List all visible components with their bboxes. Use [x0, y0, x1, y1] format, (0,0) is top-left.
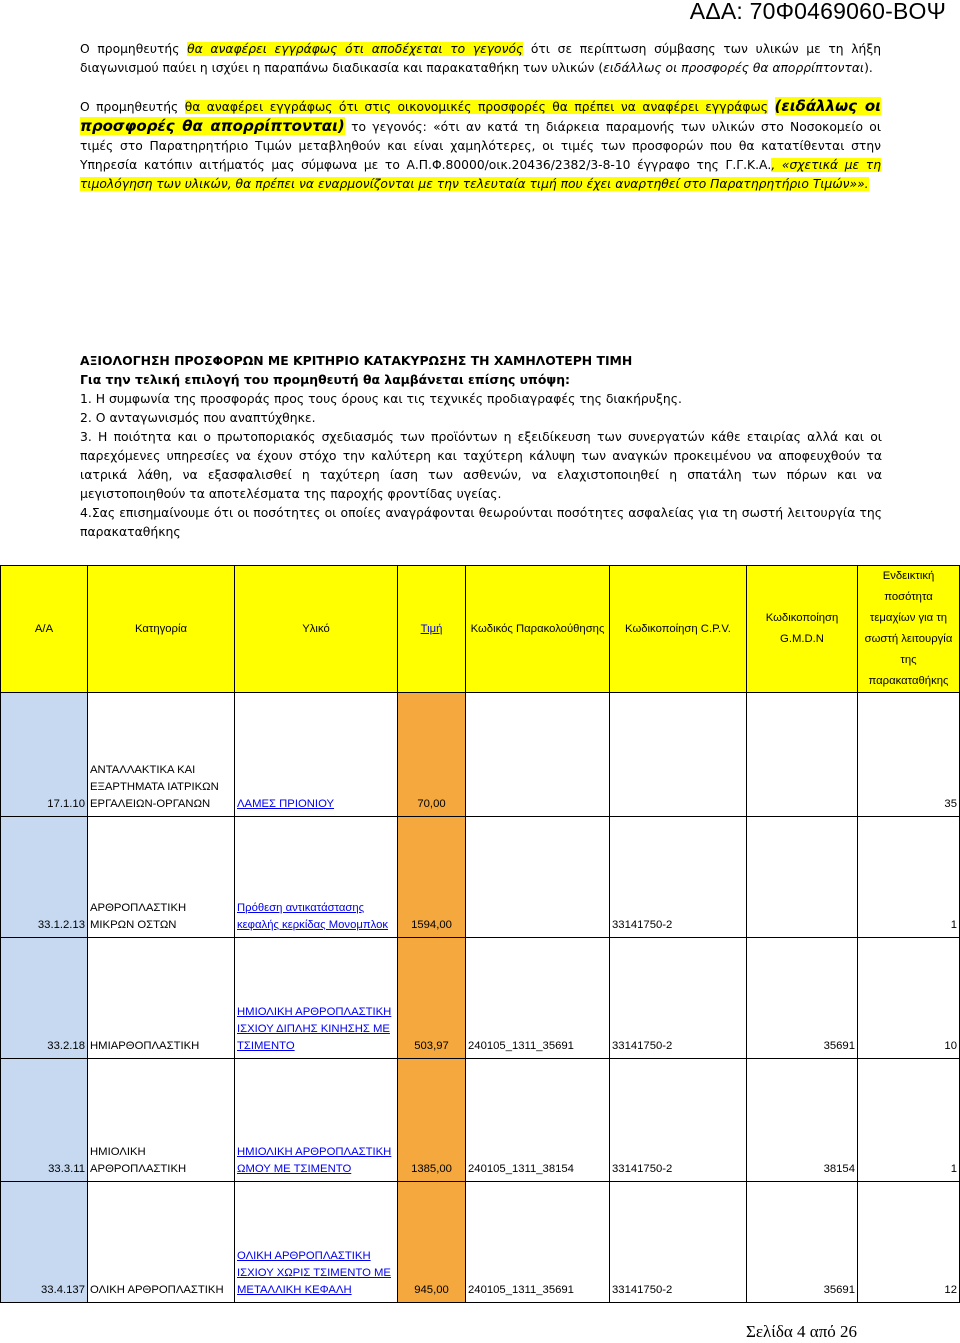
intro-p2-highlight-2: (ειδάλλως οι προσφορές θα απορρίπτονται) — [80, 97, 882, 135]
cell-category: ΗΜΙΟΛΙΚΗ ΑΡΘΡΟΠΛΑΣΤΙΚΗ — [88, 1059, 235, 1182]
evaluation-title: ΑΞΙΟΛΟΓΗΣΗ ΠΡΟΣΦΟΡΩΝ ΜΕ ΚΡΙΤΗΡΙΟ ΚΑΤΑΚΥΡΩΣΗΣ ΤΗ ΧΑΜΗΛΟΤΕΡΗ ΤΙΜΗ — [80, 353, 633, 368]
intro-p2-space — [768, 100, 774, 114]
cell-quantity: 10 — [858, 938, 960, 1059]
cell-material-link[interactable]: ΛΑΜΕΣ ΠΡΙΟΝΙΟΥ — [235, 693, 398, 817]
cell-tracking-code: 240105_1311_35691 — [466, 938, 610, 1059]
cell-quantity: 1 — [858, 817, 960, 938]
table-row — [1, 1182, 960, 1303]
header-quantity: Ενδεικτική ποσότητα τεμαχίων για τη σωστή λειτουργία της παρακαταθήκης — [858, 566, 960, 693]
cell-tracking-code: 240105_1311_35691 — [466, 1182, 610, 1303]
table-row — [1, 817, 960, 938]
intro-p1-c: ). — [864, 61, 873, 75]
evaluation-item-1: 1. Η συμφωνία της προσφοράς προς τους όρους και τις τεχνικές προδιαγραφές της διακήρυξης. — [80, 391, 682, 406]
cell-aa: 17.1.10 — [1, 693, 88, 817]
cell-category: ΟΛΙΚΗ ΑΡΘΡΟΠΛΑΣΤΙΚΗ — [88, 1182, 235, 1303]
cell-price: 70,00 — [398, 693, 466, 817]
intro-p1-highlight: θα αναφέρει εγγράφως ότι αποδέχεται το γεγονός — [187, 42, 524, 56]
evaluation-section — [80, 351, 882, 541]
header-cpv: Κωδικοποίηση C.P.V. — [610, 566, 747, 693]
cell-material-link[interactable]: ΗΜΙΟΛΙΚΗ ΑΡΘΡΟΠΛΑΣΤΙΚΗ ΩΜΟΥ ΜΕ ΤΣΙΜΕΝΤΟ — [235, 1059, 398, 1182]
cell-gmdn: 35691 — [747, 1182, 858, 1303]
table-row — [1, 938, 960, 1059]
cell-aa: 33.2.18 — [1, 938, 88, 1059]
cell-price: 503,97 — [398, 938, 466, 1059]
cell-price: 1594,00 — [398, 817, 466, 938]
cell-aa: 33.4.137 — [1, 1182, 88, 1303]
header-price[interactable]: Τιμή — [398, 566, 466, 693]
cell-cpv — [610, 693, 747, 817]
cell-quantity: 12 — [858, 1182, 960, 1303]
cell-category: ΑΡΘΡΟΠΛΑΣΤΙΚΗ ΜΙΚΡΩΝ ΟΣΤΩΝ — [88, 817, 235, 938]
cell-cpv: 33141750-2 — [610, 938, 747, 1059]
evaluation-subtitle: Για την τελική επιλογή του προμηθευτή θα λαμβάνεται επίσης υπόψη: — [80, 372, 570, 387]
cell-quantity: 35 — [858, 693, 960, 817]
footer-total-pages: 26 — [840, 1322, 858, 1341]
page-footer — [746, 1322, 857, 1342]
intro-paragraph-2 — [80, 97, 881, 194]
intro-p2-highlight-3: , «σχετικά με τη τιμολόγηση των υλικών, θα πρέπει να εναρμονίζονται με την τελευταία τιμή που έχει αναρτηθεί στο Παρατηρητήριο Τιμών»». — [80, 158, 882, 191]
cell-category: ΑΝΤΑΛΛΑΚΤΙΚΑ ΚΑΙ ΕΞΑΡΤΗΜΑΤΑ ΙΑΤΡΙΚΩΝ ΕΡΓΑΛΕΙΩΝ-ΟΡΓΑΝΩΝ — [88, 693, 235, 817]
materials-table — [0, 565, 960, 1303]
evaluation-item-4: 4.Σας επισημαίνουμε ότι οι ποσότητες οι οποίες αναγράφονται θεωρούνται ποσότητες ασφαλείας για τη σωστή λειτουργία της παρακαταθήκης — [80, 505, 882, 539]
cell-cpv: 33141750-2 — [610, 817, 747, 938]
table-header-row — [1, 566, 960, 693]
cell-price: 945,00 — [398, 1182, 466, 1303]
header-aa: Α/Α — [1, 566, 88, 693]
intro-p1-italic: ειδάλλως οι προσφορές θα απορρίπτονται — [603, 61, 865, 75]
evaluation-item-3: 3. Η ποιότητα και ο πρωτοποριακός σχεδιασμός των προϊόντων η εξειδίκευση των συνεργατών κάθε εταιρίας αλλά και οι παρεχόμενες υπηρεσίες να έχουν στόχο την καλύτερη και ταχύτερη κάλυψη των αναγκών προκειμένου να αποφευχθούν τα ιατρικά λάθη, να εξασφαλισθεί η ταχύτερη ίαση των ασθενών, να ελαχιστοποιηθεί η σπατάλη των πόρων και να μεγιστοποιηθούν τα αποτελέσματα της παροχής φροντίδας υγείας. — [80, 429, 882, 501]
intro-p2-a: Ο προμηθευτής — [80, 100, 185, 114]
cell-quantity: 1 — [858, 1059, 960, 1182]
cell-gmdn: 38154 — [747, 1059, 858, 1182]
header-material: Υλικό — [235, 566, 398, 693]
footer-page-label: Σελίδα — [746, 1322, 793, 1341]
header-gmdn: Κωδικοποίηση G.M.D.N — [747, 566, 858, 693]
ada-code: ΑΔΑ: 70Φ0469060-ΒΟΨ — [689, 0, 946, 24]
header-tracking-code: Κωδικός Παρακολούθησης — [466, 566, 610, 693]
cell-aa: 33.3.11 — [1, 1059, 88, 1182]
cell-gmdn — [747, 817, 858, 938]
header-category: Κατηγορία — [88, 566, 235, 693]
cell-tracking-code: 240105_1311_38154 — [466, 1059, 610, 1182]
cell-cpv: 33141750-2 — [610, 1182, 747, 1303]
cell-category: ΗΜΙΑΡΘΟΠΛΑΣΤΙΚΗ — [88, 938, 235, 1059]
cell-material-link[interactable]: ΗΜΙΟΛΙΚΗ ΑΡΘΡΟΠΛΑΣΤΙΚΗ ΙΣΧΙΟΥ ΔΙΠΛΗΣ ΚΙΝΗΣΗΣ ΜΕ ΤΣΙΜΕΝΤΟ — [235, 938, 398, 1059]
intro-p1-a: Ο προμηθευτής — [80, 42, 188, 56]
cell-material-link[interactable]: Πρόθεση αντικατάστασης κεφαλής κερκίδας Μονομπλοκ — [235, 817, 398, 938]
cell-aa: 33.1.2.13 — [1, 817, 88, 938]
evaluation-item-2: 2. Ο ανταγωνισμός που αναπτύχθηκε. — [80, 410, 316, 425]
cell-cpv: 33141750-2 — [610, 1059, 747, 1182]
intro-p2-b: το γεγονός: «ότι αν κατά τη διάρκεια παραμονής των υλικών στο Νοσοκομείο οι τιμές στο Παρατηρητήριο Τιμών μεταβληθούν και είναι χαμηλότερες, οι τιμές των προσφορών που θα κατατίθενται στην Υπηρεσία κατόπιν αιτήματός μας σύμφωνα με το Α.Π.Φ.80000/οικ.20436/2382/3-8-10 έγγραφο της Γ.Γ.Κ.Α. — [80, 120, 881, 172]
table-row — [1, 693, 960, 817]
cell-gmdn: 35691 — [747, 938, 858, 1059]
footer-of-label: από — [809, 1322, 836, 1341]
footer-page-number: 4 — [797, 1322, 806, 1341]
cell-tracking-code — [466, 817, 610, 938]
cell-price: 1385,00 — [398, 1059, 466, 1182]
intro-p2-highlight-1: θα αναφέρει εγγράφως ότι στις οικονομικές προσφορές θα πρέπει να αναφέρει εγγράφως — [184, 100, 769, 114]
table-row — [1, 1059, 960, 1182]
intro-paragraph-1 — [80, 40, 881, 78]
cell-gmdn — [747, 693, 858, 817]
cell-tracking-code — [466, 693, 610, 817]
cell-material-link[interactable]: ΟΛΙΚΗ ΑΡΘΡΟΠΛΑΣΤΙΚΗ ΙΣΧΙΟΥ ΧΩΡΙΣ ΤΣΙΜΕΝΤΟ ΜΕ ΜΕΤΑΛΛΙΚΗ ΚΕΦΑΛΗ — [235, 1182, 398, 1303]
intro-p1-b: ότι σε περίπτωση σύμβασης των υλικών με τη λήξη διαγωνισμού παύει η ισχύει η παραπάνω διαδικασία και παρακαταθήκη των υλικών ( — [80, 42, 882, 75]
